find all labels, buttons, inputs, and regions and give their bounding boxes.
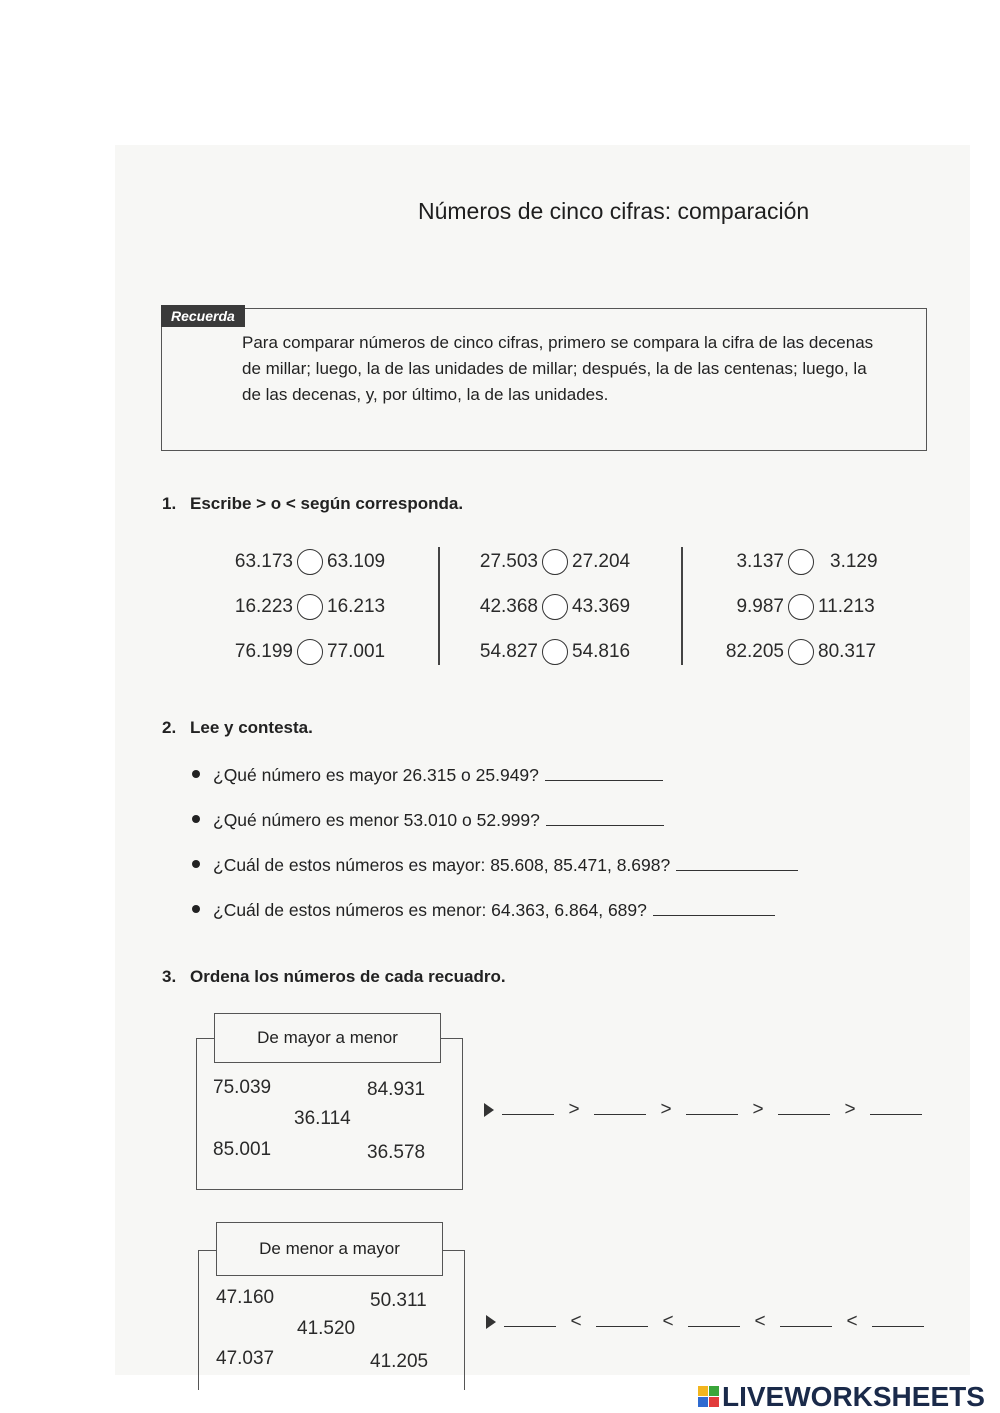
answer-blank[interactable] [653, 901, 775, 916]
question-2-text: Lee y contesta. [190, 718, 313, 737]
compare-left-number: 27.503 [479, 551, 538, 573]
arrow-icon [486, 1315, 496, 1329]
compare-right-number: 77.001 [327, 641, 386, 663]
order-symbol: > [568, 1099, 580, 1120]
bullet-icon [192, 860, 200, 868]
recuerda-text: Para comparar números de cinco cifras, primero se compara la cifra de las decenas de millar; luego, la de las unidades de millar; después, la de las centenas; luego, la de las decenas, y, por último, la de las unidades. [242, 333, 874, 404]
order-answer-line-1 [484, 1099, 922, 1121]
order-symbol: < [754, 1311, 766, 1332]
compare-left-number: 54.827 [479, 641, 538, 663]
compare-circle[interactable] [297, 594, 323, 620]
order-symbol: > [844, 1099, 856, 1120]
answer-blank[interactable] [778, 1102, 830, 1115]
bullet-icon [192, 770, 200, 778]
question-item [192, 765, 663, 786]
question-1-number: 1. [162, 494, 177, 513]
question-3-text: Ordena los números de cada recuadro. [190, 967, 506, 986]
compare-right-number: 27.204 [572, 551, 631, 573]
compare-left-number: 82.205 [725, 641, 784, 663]
question-1-text: Escribe > o < según corresponda. [190, 494, 464, 513]
compare-row [221, 639, 385, 665]
question-2-heading [162, 718, 313, 738]
question-item-text: ¿Qué número es menor 53.010 o 52.999? [213, 810, 540, 830]
order-number: 47.037 [216, 1348, 275, 1369]
compare-left-number: 3.137 [736, 551, 784, 573]
question-2-number: 2. [162, 718, 177, 737]
answer-blank[interactable] [596, 1314, 648, 1327]
compare-left-number: 63.173 [234, 551, 293, 573]
question-item-text: ¿Cuál de estos números es mayor: 85.608, 85.471, 8.698? [213, 855, 671, 875]
column-divider [438, 547, 440, 665]
question-item-text: ¿Qué número es mayor 26.315 o 25.949? [213, 765, 539, 785]
compare-row [466, 594, 630, 620]
answer-blank[interactable] [780, 1314, 832, 1327]
question-item [192, 855, 798, 876]
compare-left-number: 76.199 [234, 641, 293, 663]
compare-row [221, 549, 385, 575]
order-symbol: > [752, 1099, 764, 1120]
compare-right-number: 80.317 [818, 641, 877, 663]
compare-right-number: 3.129 [830, 551, 878, 573]
question-1-heading [162, 494, 463, 514]
compare-row [466, 549, 630, 575]
answer-blank[interactable] [676, 856, 798, 871]
compare-row [466, 639, 630, 665]
question-3-heading [162, 967, 506, 987]
question-item-text: ¿Cuál de estos números es menor: 64.363, 6.864, 689? [213, 900, 647, 920]
compare-circle[interactable] [542, 549, 568, 575]
question-item [192, 810, 664, 831]
compare-circle[interactable] [788, 594, 814, 620]
order-box-2-label: De menor a mayor [216, 1222, 443, 1276]
liveworksheets-logo[interactable] [698, 1381, 985, 1412]
order-number: 84.931 [367, 1079, 426, 1100]
page-title: Números de cinco cifras: comparación [418, 198, 810, 224]
answer-blank[interactable] [686, 1102, 738, 1115]
answer-blank[interactable] [688, 1314, 740, 1327]
compare-row [712, 549, 878, 575]
compare-circle[interactable] [788, 639, 814, 665]
compare-circle[interactable] [788, 549, 814, 575]
bullet-icon [192, 905, 200, 913]
compare-circle[interactable] [297, 639, 323, 665]
answer-blank[interactable] [502, 1102, 554, 1115]
compare-row [221, 594, 385, 620]
compare-row [712, 594, 875, 620]
order-symbol: < [846, 1311, 858, 1332]
compare-row [712, 639, 876, 665]
answer-blank[interactable] [546, 811, 664, 826]
order-number: 36.114 [294, 1108, 351, 1129]
order-number: 41.205 [370, 1351, 429, 1372]
order-number: 36.578 [367, 1142, 426, 1163]
compare-right-number: 54.816 [572, 641, 631, 663]
question-3-number: 3. [162, 967, 177, 986]
answer-blank[interactable] [872, 1314, 924, 1327]
answer-blank[interactable] [594, 1102, 646, 1115]
logo-text: LIVEWORKSHEETS [722, 1381, 985, 1412]
order-number: 75.039 [213, 1077, 272, 1098]
compare-right-number: 11.213 [818, 596, 875, 618]
compare-circle[interactable] [542, 639, 568, 665]
order-answer-line-2 [486, 1311, 924, 1333]
recuerda-tag: Recuerda [161, 305, 245, 327]
compare-circle[interactable] [297, 549, 323, 575]
logo-mark-icon [698, 1386, 720, 1408]
question-item [192, 900, 775, 921]
order-number: 50.311 [370, 1290, 427, 1311]
order-symbol: < [570, 1311, 582, 1332]
compare-right-number: 63.109 [327, 551, 386, 573]
compare-right-number: 43.369 [572, 596, 631, 618]
arrow-icon [484, 1103, 494, 1117]
answer-blank[interactable] [504, 1314, 556, 1327]
column-divider [681, 547, 683, 665]
compare-left-number: 9.987 [736, 596, 784, 618]
answer-blank[interactable] [545, 766, 663, 781]
compare-circle[interactable] [542, 594, 568, 620]
order-box-1-label: De mayor a menor [214, 1013, 441, 1063]
order-symbol: > [660, 1099, 672, 1120]
order-number: 47.160 [216, 1287, 275, 1308]
answer-blank[interactable] [870, 1102, 922, 1115]
compare-left-number: 42.368 [479, 596, 538, 618]
order-number: 85.001 [213, 1139, 272, 1160]
compare-left-number: 16.223 [234, 596, 293, 618]
order-symbol: < [662, 1311, 674, 1332]
order-number: 41.520 [297, 1318, 356, 1339]
compare-right-number: 16.213 [327, 596, 386, 618]
bullet-icon [192, 815, 200, 823]
